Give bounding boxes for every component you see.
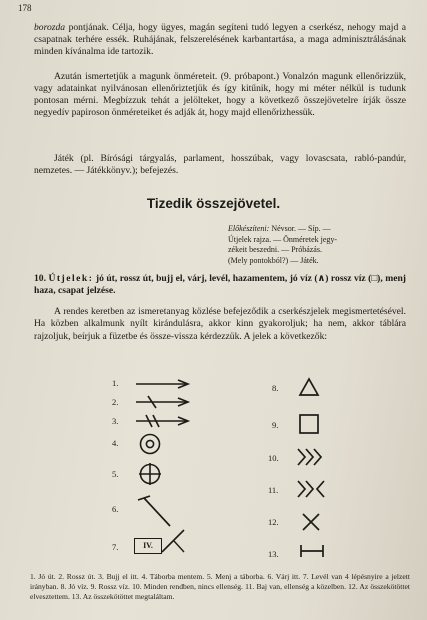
symbol-label-4: 4. xyxy=(112,438,119,448)
preparation-line-2: Útjelek rajza. — Önméretek jegy- xyxy=(228,234,338,244)
preparation-line-3: zékeit beszedni. — Próbázás. xyxy=(228,245,322,254)
page-number: 178 xyxy=(18,3,32,13)
symbol-label-10: 10. xyxy=(268,453,279,463)
footnote: 1. Jó út. 2. Rossz út. 3. Bujj el itt. 4. Táborba mentem. 5. Menj a táborba. 6. Várj itt. 7. Levél van 4 lépésnyire a jelzett irányban. 8. Jó víz. 9. Rossz víz. 10. Minden rendben, nincs ellenség. 11. Baj van, ellenség a közelben. 12. Az összekötöttet elvesztettem. 13. Az összekötöttet megtaláltam. xyxy=(30,572,410,601)
preparation-line-1-text: Névsor. — Síp. — xyxy=(269,224,331,233)
paragraph-2: Azután ismertetjük a magunk önméreteit. (9. próbapont.) Vonalzón magunk ellenőrizzük, vagy adatainkat nyilvánosan ellenőriztetjük és így kitűnik, hogy mi méter nélkül is tudunk pontosan mérni. Megbízzuk tehát a jelölteket, hogy a következő összejövetelre írják össze negyedív papiroson önméreteiket és adják át, hogy majd ellenőrizhessük. xyxy=(34,71,406,118)
intro-paragraph: A rendes keretben az ismeretanyag közlése befejeződik a cserkészjelek megismertetésével. Ha közben alkalmunk nyílt kirándulásra, akkor kinn gyakoroljuk; ha nem, akkor táblára rajzoljuk, beírjuk a füzetbe és össze-vissza kérdezzük. A jelek a következők: xyxy=(34,306,406,342)
chevron-pair-icon xyxy=(296,478,326,500)
letter-box-text: IV. xyxy=(143,541,153,550)
symbol-label-12: 12. xyxy=(268,517,279,527)
symbol-label-7: 7. xyxy=(112,542,119,552)
paragraph-3: Játék (pl. Bírósági tárgyalás, parlament, hosszúbak, vagy lovascsata, rabló-pandúr, nemzetes. — Játékkönyv.); befejezés. xyxy=(34,153,406,176)
symbol-label-5: 5. xyxy=(112,469,119,479)
triple-chevron-icon xyxy=(296,446,326,468)
symbol-label-2: 2. xyxy=(112,397,119,407)
double-crossed-arrow-icon xyxy=(134,414,194,428)
preparation-line-1 xyxy=(228,224,406,235)
symbol-label-8: 8. xyxy=(272,383,279,393)
preparation-label: Előkészíteni: xyxy=(228,224,270,233)
task-number: 10. xyxy=(34,273,46,284)
symbol-label-13: 13. xyxy=(268,549,279,559)
arrow-icon xyxy=(134,378,194,390)
i-beam-icon xyxy=(298,543,326,559)
circle-dot-icon xyxy=(138,432,162,456)
symbol-label-11: 11. xyxy=(268,485,279,495)
stick-icon xyxy=(160,528,190,554)
bent-stick-icon xyxy=(136,494,176,528)
circle-cross-icon xyxy=(138,462,162,486)
section-title: Tizedik összejövetel. xyxy=(146,196,281,211)
paragraph-1-text: pontjának. Célja, hogy ügyes, magán segíteni tudó legyen a cserkész, nehogy majd a csapatnak terhére essék. Ruhájának, felszerelésének karbantartása, a maga adminisztrálásának minden kívánalma ide tartozik. xyxy=(34,22,406,57)
letter-box-icon xyxy=(134,538,162,554)
triangle-icon xyxy=(298,377,320,397)
preparation-line-4: (Mely pontokból?) — Játék. xyxy=(228,255,319,265)
symbol-label-1: 1. xyxy=(112,378,119,388)
crossed-arrow-icon xyxy=(134,395,194,409)
emphasis-word: borozda xyxy=(34,22,66,33)
preparation-list xyxy=(228,224,406,266)
task-text: jó út, rossz út, bujj el, várj, levél, hazamentem, jó víz (∧) rossz víz (□), menj haza, csapat jelzése. xyxy=(34,273,406,296)
symbol-label-9: 9. xyxy=(272,420,279,430)
square-icon xyxy=(298,413,320,435)
x-cross-icon xyxy=(300,511,322,533)
symbol-label-3: 3. xyxy=(112,416,119,426)
symbol-label-6: 6. xyxy=(112,504,119,514)
paragraph-1 xyxy=(34,22,406,58)
task-heading xyxy=(34,273,406,297)
task-title: Útjelek: xyxy=(48,273,94,284)
